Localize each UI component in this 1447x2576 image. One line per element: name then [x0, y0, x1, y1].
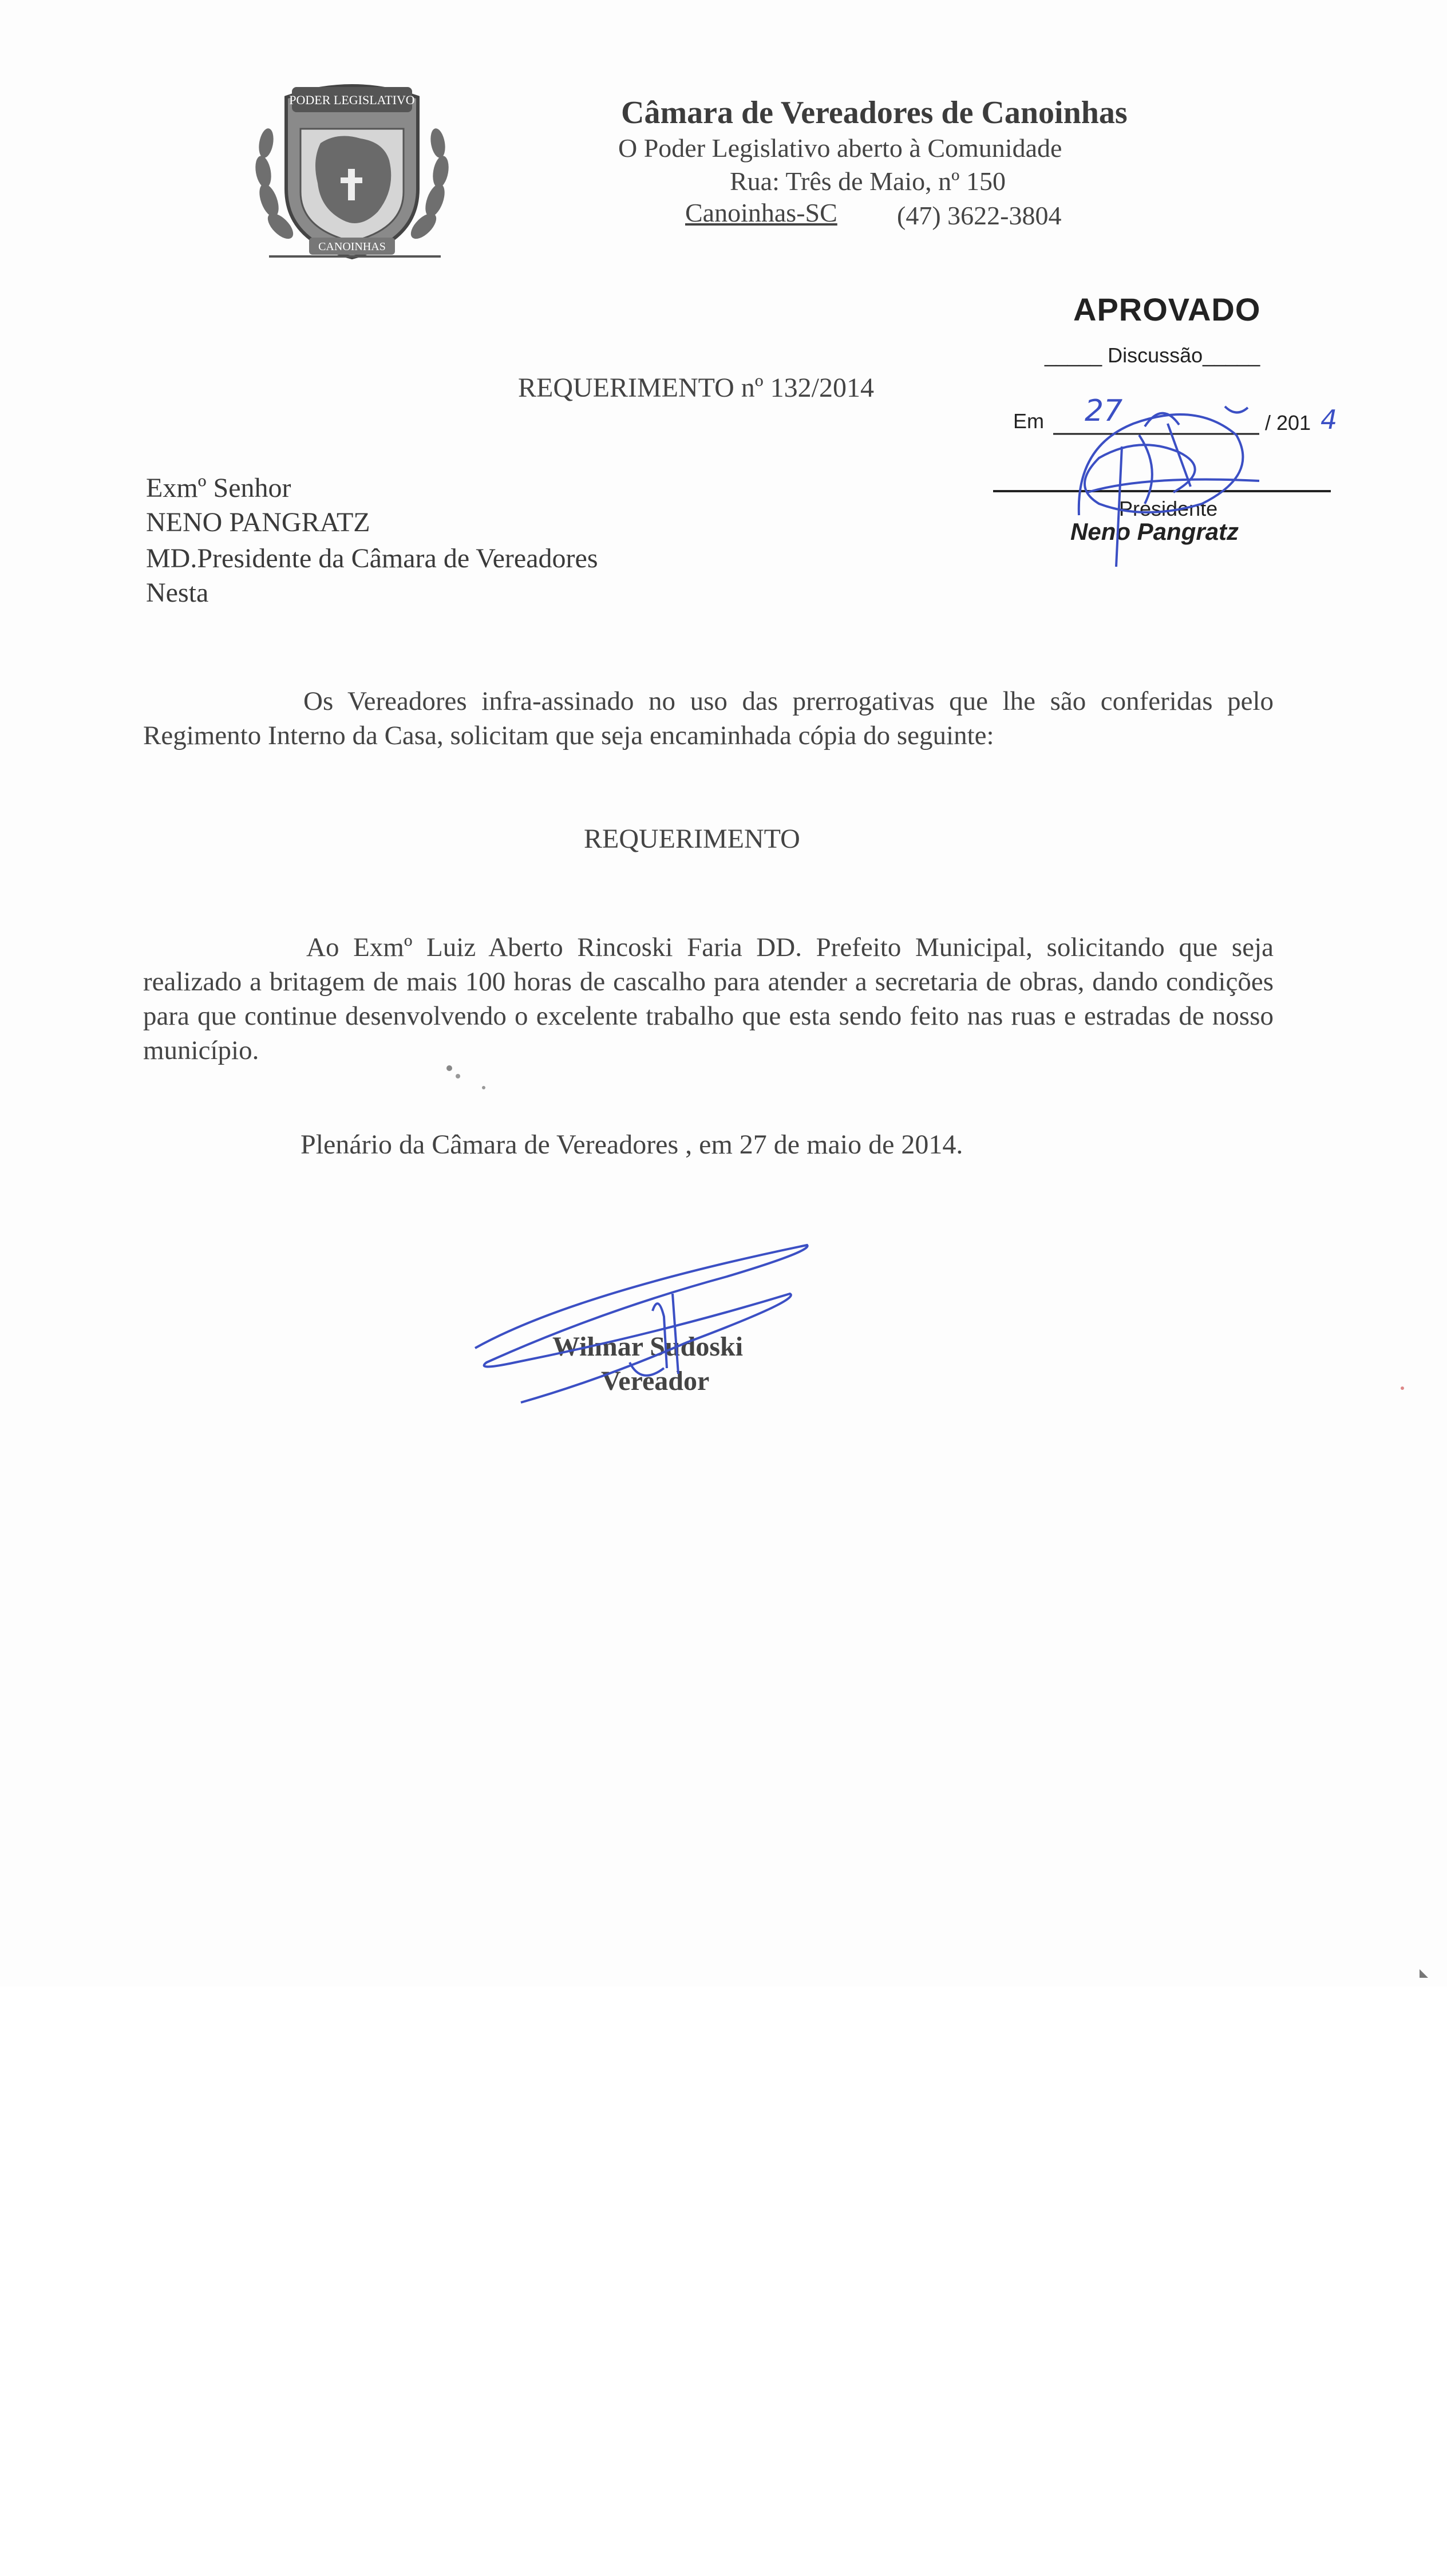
approval-date-label: Em: [1013, 409, 1044, 433]
request-number-title: REQUERIMENTO nº 132/2014: [518, 373, 874, 403]
approval-discussion: _____ Discussão_____: [1045, 343, 1260, 367]
recipient-location: Nesta: [146, 578, 209, 608]
request-paragraph: Ao Exmº Luiz Aberto Rincoski Faria DD. Prefeito Municipal, solicitando que seja realizado a britagem de mais 100 horas de cascalho para atender a secretaria de obras, dando condições para que continue desenvolvendo o excelente trabalho que esta sendo feito nas ruas e estradas de nosso município.: [143, 933, 1274, 1065]
chamber-city: Canoinhas-SC: [685, 198, 837, 227]
recipient-name: NENO PANGRATZ: [146, 507, 370, 538]
svg-text:PODER LEGISLATIVO: PODER LEGISLATIVO: [289, 93, 415, 107]
chamber-subtitle: O Poder Legislativo aberto à Comunidade: [618, 133, 1062, 163]
councilor-signature: [475, 1245, 808, 1402]
signatory-role: Vereador: [601, 1366, 710, 1396]
approval-date-day: 27: [1085, 394, 1123, 428]
recipient-salutation: Exmº Senhor: [146, 473, 291, 503]
scan-corner-mark: [1420, 1969, 1428, 1978]
approval-status: APROVADO: [1073, 291, 1261, 327]
approval-role: Presidente: [1119, 497, 1218, 520]
approval-year-prefix: / 201: [1265, 411, 1311, 434]
approval-year-digit: 4: [1321, 404, 1338, 435]
intro-paragraph: Os Vereadores infra-assinado no uso das prerrogativas que lhe são conferidas pelo Regimento Interno da Casa, solicitam que seja encaminhada cópia do seguinte:: [143, 686, 1274, 750]
scan-speck: [446, 1065, 452, 1071]
scan-speck: [482, 1086, 485, 1089]
scan-speck: [1401, 1386, 1404, 1390]
closing-line: Plenário da Câmara de Vereadores , em 27 de maio de 2014.: [301, 1129, 963, 1160]
svg-text:CANOINHAS: CANOINHAS: [318, 240, 386, 253]
recipient-position: MD.Presidente da Câmara de Vereadores: [146, 543, 598, 574]
chamber-title: Câmara de Vereadores de Canoinhas: [621, 95, 1128, 131]
section-title: REQUERIMENTO: [584, 824, 800, 854]
chamber-address: Rua: Três de Maio, nº 150: [730, 167, 1006, 196]
signatory-name: Wilmar Sudoski: [552, 1332, 744, 1362]
scan-speck: [456, 1074, 460, 1078]
approval-president-name: Neno Pangratz: [1070, 518, 1239, 545]
chamber-phone: (47) 3622-3804: [897, 201, 1062, 230]
